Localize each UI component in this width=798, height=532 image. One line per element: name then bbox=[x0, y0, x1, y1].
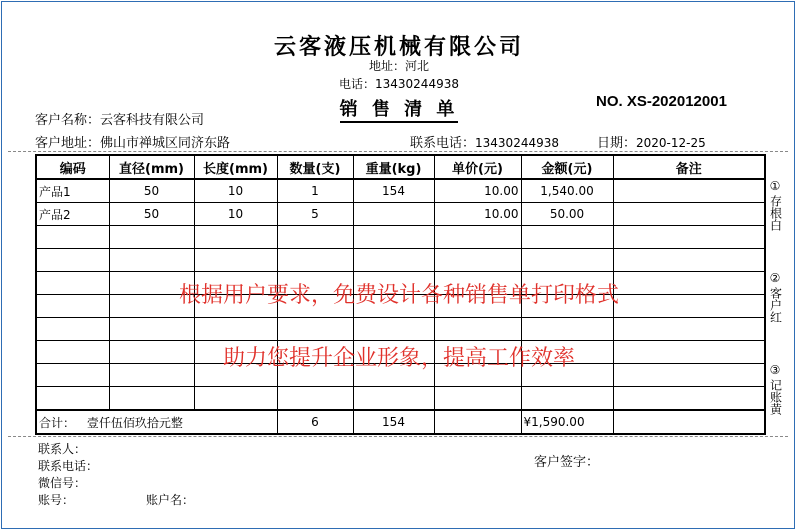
footer-wechat: 微信号： bbox=[38, 476, 87, 490]
side-note-customer bbox=[768, 272, 782, 323]
col-header-length: 长度(mm) bbox=[194, 155, 277, 179]
table-cell bbox=[613, 203, 765, 226]
side-note-number: ① bbox=[769, 179, 781, 193]
table-cell: 154 bbox=[353, 179, 434, 203]
table-row-empty bbox=[36, 226, 765, 249]
total-label-cell bbox=[36, 410, 277, 434]
footer-account-no: 账号： bbox=[38, 493, 75, 507]
footer-signature: 客户签字： bbox=[534, 455, 600, 470]
customer-address-value: 佛山市禅城区同济东路 bbox=[100, 136, 231, 151]
customer-name bbox=[35, 109, 204, 128]
promo-text-line2: 助力您提升企业形象，提高工作效率 bbox=[222, 346, 575, 371]
bottom-dashed-separator bbox=[8, 436, 788, 437]
total-label: 合计： bbox=[39, 415, 76, 430]
col-header-amount: 金额(元) bbox=[521, 155, 613, 179]
total-amount: ¥1,590.00 bbox=[521, 410, 613, 434]
table-row bbox=[36, 203, 765, 226]
footer-contact: 联系人： bbox=[38, 442, 87, 456]
contact-phone-value: 13430244938 bbox=[475, 136, 559, 150]
table-row-empty bbox=[36, 249, 765, 272]
side-note-stub bbox=[768, 180, 782, 231]
table-cell: 50 bbox=[109, 179, 194, 203]
col-header-diameter: 直径(mm) bbox=[109, 155, 194, 179]
table-header-row bbox=[36, 155, 765, 179]
side-note-number: ② bbox=[769, 271, 781, 285]
total-amount-words: 壹仟伍佰玖拾元整 bbox=[86, 415, 183, 430]
table-cell: 产品2 bbox=[36, 203, 109, 226]
document-number: NO. XS-202012001 bbox=[596, 93, 727, 110]
side-note-text: 存根白 bbox=[768, 195, 783, 231]
table-row-empty bbox=[36, 387, 765, 411]
side-note-accounting bbox=[768, 364, 782, 415]
table-cell: 10.00 bbox=[434, 203, 521, 226]
table-cell bbox=[613, 179, 765, 203]
footer-contact-phone: 联系电话： bbox=[38, 459, 99, 473]
table-cell: 产品1 bbox=[36, 179, 109, 203]
company-name: 云客液压机械有限公司 bbox=[273, 34, 524, 60]
table-row bbox=[36, 179, 765, 203]
table-cell: 5 bbox=[277, 203, 353, 226]
table-cell: 10 bbox=[194, 179, 277, 203]
customer-address-label: 客户地址： bbox=[35, 136, 101, 151]
date bbox=[597, 132, 706, 151]
side-note-text: 客户红 bbox=[768, 287, 783, 323]
total-quantity: 6 bbox=[277, 410, 353, 434]
table-row-empty bbox=[36, 318, 765, 341]
col-header-weight: 重量(kg) bbox=[353, 155, 434, 179]
table-cell: 50.00 bbox=[521, 203, 613, 226]
side-note-text: 记账黄 bbox=[768, 379, 783, 415]
customer-name-label: 客户名称： bbox=[35, 113, 101, 128]
col-header-unit-price: 单价(元) bbox=[434, 155, 521, 179]
customer-address bbox=[35, 132, 230, 151]
col-header-quantity: 数量(支) bbox=[277, 155, 353, 179]
date-value: 2020-12-25 bbox=[636, 136, 706, 150]
col-header-code: 编码 bbox=[36, 155, 109, 179]
col-header-remark: 备注 bbox=[613, 155, 765, 179]
company-phone: 电话：13430244938 bbox=[339, 77, 459, 91]
contact-phone-label: 联系电话： bbox=[410, 136, 476, 151]
company-address: 地址：河北 bbox=[368, 59, 429, 73]
total-row bbox=[36, 410, 765, 434]
contact-phone bbox=[410, 132, 559, 151]
document-title-text: 销 售 清 单 bbox=[340, 99, 459, 123]
table-cell: 1,540.00 bbox=[521, 179, 613, 203]
promo-text-line1: 根据用户要求，免费设计各种销售单打印格式 bbox=[178, 283, 619, 308]
table-cell bbox=[353, 203, 434, 226]
date-label: 日期： bbox=[597, 136, 637, 151]
table-cell: 10.00 bbox=[434, 179, 521, 203]
total-weight: 154 bbox=[353, 410, 434, 434]
table-cell: 10 bbox=[194, 203, 277, 226]
customer-name-value: 云客科技有限公司 bbox=[100, 113, 205, 128]
side-note-number: ③ bbox=[769, 363, 781, 377]
top-dashed-separator bbox=[8, 151, 788, 152]
table-cell: 50 bbox=[109, 203, 194, 226]
footer-account-name: 账户名： bbox=[146, 493, 195, 507]
table-cell: 1 bbox=[277, 179, 353, 203]
